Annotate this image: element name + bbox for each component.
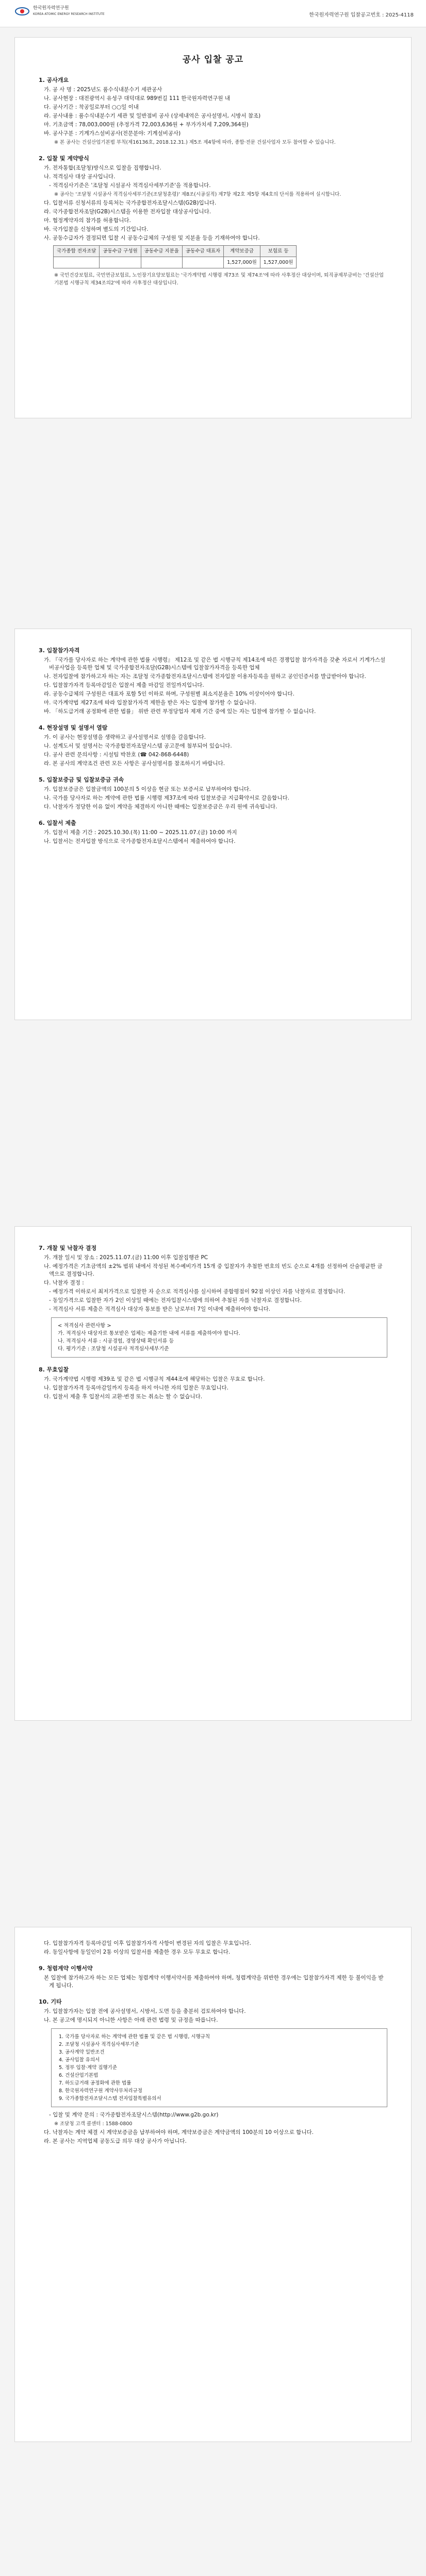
section-heading: 8. 무효입찰 [39, 1366, 69, 1373]
law-item: 3. 공사계약 일반조건 [59, 2049, 105, 2055]
table-cell: 1,527,000원 [224, 257, 260, 268]
section-heading: 6. 입찰서 제출 [39, 820, 76, 826]
table-header: 공동수급 대표자 [182, 246, 223, 257]
section-heading: 2. 입찰 및 계약방식 [39, 155, 89, 162]
list-item: 바. 공사구분 : 기계가스설비공사(전문분야: 기계설비공사) [44, 130, 181, 137]
table-cell: 1,527,000원 [260, 257, 297, 268]
list-item: 다. 공사기간 : 착공일로부터 ○○일 이내 [44, 104, 139, 110]
box-line: 나. 적격심사 서류 : 시공경험, 경영상태 확인서류 등 [58, 1338, 174, 1344]
list-item: 다. 입찰서류 신청서류의 등록처는 국가종합전자조달시스템(G2B)입니다. [44, 200, 217, 206]
list-item: 마. 협정계약자의 참가를 허용합니다. [44, 217, 131, 224]
list-item: - 동일가격으로 입찰한 자가 2인 이상일 때에는 전자입찰시스템에 의하여 추첨된 자를 낙찰자로 결정합니다. [49, 1297, 302, 1303]
list-item: - 입찰 및 계약 문의 : 국가종합전자조달시스템(http://www.g2b.go.kr) [49, 2112, 219, 2118]
list-item: 가. 국가계약법 시행령 제39조 및 같은 법 시행규칙 제44조에 해당하는 입찰은 무효로 합니다. [44, 1376, 265, 1382]
list-item: 가. 입찰서 제출 기간 : 2025.10.30.(목) 11:00 ~ 2025.11.07.(금) 10:00 까지 [44, 829, 237, 836]
org-name-ko: 한국원자력연구원 [33, 6, 69, 11]
list-item: 가. 전자통합(조달청)방식으로 입찰을 집행합니다. [44, 165, 161, 171]
org-name-en: KOREA ATOMIC ENERGY RESEARCH INSTITUTE [33, 12, 105, 16]
list-item: 다. 입찰참가자격 등록마감일 이후 입찰참가자격 사항이 변경된 자의 입찰은 무효입니다. [44, 1940, 251, 1946]
list-item: 라. 공동수급체의 구성원은 대표자 포함 5인 이하로 하며, 구성원별 최소지분율은 10% 이상이어야 합니다. [44, 691, 294, 697]
table-header: 국가종합 전자조달 [54, 246, 100, 257]
list-item: 바. 국가입찰을 신청하며 별도의 기간입니다. [44, 226, 149, 232]
section-heading: 1. 공사개요 [39, 77, 69, 83]
list-item: 나. 예정가격은 기초금액의 ±2% 범위 내에서 작성된 복수예비가격 15개 중 입찰자가 추첨한 번호의 빈도 순으로 4개를 선정하여 산술평균한 금액으로 결정합니다. [44, 1263, 383, 1277]
list-item: 가. 『국가를 당사자로 하는 계약에 관한 법률 시행령』 제12조 및 같은 법 시행규칙 제14조에 따른 경쟁입찰 참가자격을 갖춘 자로서 기계가스설비공사업을 등록한 업체 및 국가종합전자조달(G2B)시스템에 입찰참가자격을 등록한 업체 [44, 657, 386, 671]
section-heading: 3. 입찰참가자격 [39, 647, 80, 654]
page-title: 공사 입찰 공고 [182, 55, 244, 65]
table-header: 공동수급 지분율 [141, 246, 182, 257]
list-item: 나. 입찰서는 전자입찰 방식으로 국가종합전자조달시스템에서 제출하여야 합니다. [44, 838, 236, 844]
document-sheet-1 [14, 37, 412, 418]
law-item: 6. 건설산업기본법 [59, 2073, 99, 2078]
kaeri-logo-icon [14, 5, 30, 18]
header-bar [0, 0, 426, 27]
list-item: 다. 낙찰자는 계약 체결 시 계약보증금을 납부하여야 하며, 계약보증금은 계약금액의 100분의 10 이상으로 합니다. [44, 2129, 314, 2136]
laws-box [51, 2028, 387, 2107]
section-heading: 7. 개찰 및 낙찰자 결정 [39, 1245, 97, 1251]
note-text: ※ 조달청 고객 콜센터 : 1588-0800 [54, 2121, 133, 2127]
list-item: 가. 개찰 일시 및 장소 : 2025.11.07.(금) 11:00 이후 입찰집행관 PC [44, 1255, 208, 1261]
list-item: 라. 동일사항에 동일인이 2통 이상의 입찰서를 제출한 경우 모두 무효로 합니다. [44, 1949, 231, 1955]
list-item: - 적격심사 서류 제출은 적격심사 대상자 통보를 받은 날로부터 7일 이내에 제출하여야 합니다. [49, 1306, 271, 1312]
document-sheet-4 [14, 1927, 412, 2442]
list-item: 다. 공사 관련 문의사항 : 시설팀 박찬호 (☎ 042-868-6448) [44, 752, 189, 758]
qualification-box [51, 1317, 387, 1358]
document-sheet-3 [14, 1226, 412, 1721]
list-item: 나. 설계도서 및 설명서는 국가종합전자조달시스템 공고문에 첨부되어 있습니다. [44, 743, 232, 749]
section-heading: 4. 현장설명 및 설명서 열람 [39, 724, 108, 731]
paragraph: 본 입찰에 참가하고자 하는 모든 업체는 청렴계약 이행서약서를 제출하여야 하며, 청렴계약을 위반한 경우에는 입찰참가자격 제한 등 불이익을 받게 됩니다. [44, 1975, 384, 1989]
list-item: 라. 공사내용 : 품수식내분수기 세관 및 일반점비 공사 (상세내역은 공사설명서, 시방서 참조) [44, 113, 261, 119]
bond-table [53, 245, 297, 268]
law-item: 5. 정부 입찰·계약 집행기준 [59, 2065, 117, 2071]
org-logo [14, 5, 105, 18]
list-item: 다. 낙찰자 결정 : [44, 1280, 84, 1286]
law-item: 9. 국가종합전자조달시스템 전자입찰특별유의서 [59, 2096, 161, 2102]
note-text: ※ 공사는 '조달청 시설공사 적격심사세부기준(조달청훈령)' 제8조(시공실적) 제7항 제2호 제5항 제4호의 단서를 적용하여 실시합니다. [54, 192, 341, 197]
list-item: 라. 본 공사의 계약조건 관련 모든 사항은 공사설명서를 참조하시기 바랍니다. [44, 760, 225, 767]
law-item: 7. 하도급거래 공정화에 관한 법률 [59, 2080, 132, 2086]
law-item: 2. 조달청 시설공사 적격심사세부기준 [59, 2042, 139, 2047]
table-header: 공동수급 구성원 [100, 246, 141, 257]
box-line: 가. 적격심사 대상자로 통보받은 업체는 제출기한 내에 서류를 제출하여야 합니다. [58, 1331, 240, 1336]
list-item: 다. 입찰서 제출 후 입찰서의 교환·변경 또는 취소는 할 수 없습니다. [44, 1394, 203, 1400]
list-item: - 적격심사기준은 '조달청 시설공사 적격심사세부기준'을 적용합니다. [49, 182, 211, 189]
list-item: 바. 「하도급거래 공정화에 관한 법률」 위반 관련 부정당업자 제재 기간 중에 있는 자는 입찰에 참가할 수 없습니다. [44, 708, 316, 715]
section-heading: 9. 청렴계약 이행서약 [39, 1965, 93, 1972]
list-item: - 예정가격 이하로서 최저가격으로 입찰한 자 순으로 적격심사를 실시하여 종합평점이 92점 이상인 자를 낙찰자로 결정합니다. [49, 1289, 346, 1295]
table-cell [100, 257, 141, 268]
table-cell [182, 257, 223, 268]
list-item: 나. 입찰참가자격 등록마감일까지 등록을 하지 아니한 자의 입찰은 무효입니다. [44, 1385, 228, 1391]
list-item: 나. 국가를 당사자로 하는 계약에 관한 법률 시행령 제37조에 따라 입찰보증금 지급확약서로 갈음합니다. [44, 795, 289, 801]
list-item: 가. 입찰보증금은 입찰금액의 100분의 5 이상을 현금 또는 보증서로 납부하여야 합니다. [44, 786, 251, 792]
note-text: ※ 본 공사는 건설산업기본법 부칙(제16136호, 2018.12.31.) 제5조 제4항에 따라, 종합·전문 건설사업자 모두 참여할 수 있습니다. [54, 140, 336, 145]
table-header: 계약보증금 [224, 246, 260, 257]
list-item: 나. 공사현장 : 대전광역시 유성구 대덕대로 989번길 111 한국원자력연구원 내 [44, 95, 230, 101]
note-text: ※ 국민건강보험료, 국민연금보험료, 노인장기요양보험료는 '국가계약법 시행령 제73조 및 제74조'에 따라 사후정산 대상이며, 퇴직공제부금비는 '건설산업기본법 시행규칙 제34조의2'에 따라 사후정산 대상입니다. [54, 273, 384, 286]
box-line: 다. 평가기준 : 조달청 시설공사 적격심사세부기준 [58, 1346, 169, 1352]
section-heading: 10. 기타 [39, 1998, 62, 2005]
table-cell [54, 257, 100, 268]
list-item: 나. 본 공고에 명시되지 아니한 사항은 아래 관련 법령 및 규정을 따릅니다. [44, 2017, 218, 2023]
list-item: 사. 공동수급자가 결정되면 입찰 시 공동수급체의 구성원 및 지분율 등을 기재하여야 합니다. [44, 235, 260, 241]
list-item: 라. 국가종합전자조달(G2B)시스템을 이용한 전자입찰 대상공사입니다. [44, 209, 211, 215]
list-item: 나. 전자입찰에 참가하고자 하는 자는 조달청 국가종합전자조달시스템에 전자입찰 이용자등록을 필하고 공인인증서를 발급받아야 합니다. [44, 673, 366, 680]
section-heading: 5. 입찰보증금 및 입찰보증금 귀속 [39, 776, 124, 783]
list-item: 가. 공 사 명 : 2025년도 품수식내분수기 세관공사 [44, 87, 162, 93]
table-row [54, 257, 297, 268]
list-item: 나. 적격심사 대상 공사입니다. [44, 174, 116, 180]
list-item: 마. 기초금액 : 78,003,000원 (추정가격 72,003,636원 + 부가가치세 7,209,364원) [44, 122, 249, 128]
notice-number: 한국원자력연구원 입찰공고번호 : 2025-4118 [309, 12, 414, 18]
law-item: 8. 한국원자력연구원 계약사무처리규정 [59, 2088, 142, 2094]
box-title: < 적격심사 관련사항 > [58, 1323, 111, 1329]
law-item: 4. 공사입찰 유의서 [59, 2057, 100, 2063]
list-item: 가. 이 공사는 현장설명을 생략하고 공사설명서로 설명을 갈음합니다. [44, 734, 206, 740]
list-item: 다. 입찰참가자격 등록마감일은 입찰서 제출 마감일 전일까지입니다. [44, 682, 204, 688]
list-item: 가. 입찰참가자는 입찰 전에 공사설명서, 시방서, 도면 등을 충분히 검토하여야 합니다. [44, 2008, 246, 2014]
list-item: 다. 낙찰자가 정당한 이유 없이 계약을 체결하지 아니한 때에는 입찰보증금은 우리 원에 귀속됩니다. [44, 804, 277, 810]
law-item: 1. 국가를 당사자로 하는 계약에 관한 법률 및 같은 법 시행령, 시행규칙 [59, 2034, 210, 2040]
list-item: 라. 본 공사는 지역업체 공동도급 의무 대상 공사가 아닙니다. [44, 2138, 187, 2144]
document-sheet-2 [14, 629, 412, 1020]
table-header: 보험료 등 [260, 246, 297, 257]
table-cell [141, 257, 182, 268]
list-item: 마. 국가계약법 제27조에 따라 입찰참가자격 제한을 받은 자는 입찰에 참가할 수 없습니다. [44, 700, 256, 706]
